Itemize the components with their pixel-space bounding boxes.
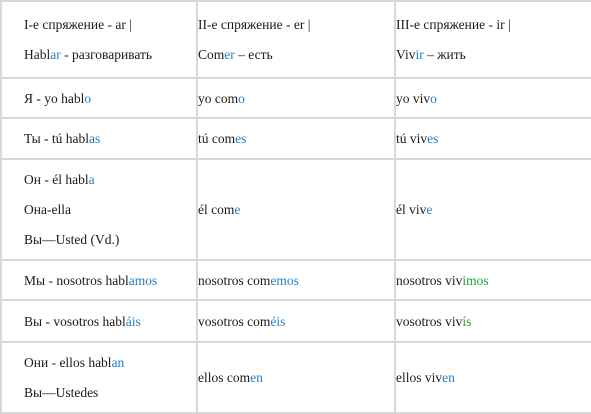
cell-text: Она-ella xyxy=(24,202,71,217)
table-cell-ar xyxy=(1,159,197,260)
table-cell-er xyxy=(197,300,395,342)
cell-line xyxy=(24,232,196,247)
verb-ending: o xyxy=(84,90,92,106)
cell-text: tú com xyxy=(198,131,236,146)
verb-ending: o xyxy=(238,90,245,106)
cell-line xyxy=(24,172,196,187)
cell-text: tú viv xyxy=(396,131,428,146)
cell-line xyxy=(24,91,196,106)
cell-text: él com xyxy=(198,202,235,217)
header-cell-ar xyxy=(1,1,197,78)
cell-text: I-e спряжение - ar | xyxy=(24,17,132,32)
table-cell-ar xyxy=(1,118,197,159)
cell-line xyxy=(396,314,591,329)
verb-ending: es xyxy=(427,131,439,146)
cell-text: ellos com xyxy=(198,370,251,385)
table-cell-ir xyxy=(395,300,591,342)
cell-line xyxy=(198,47,394,62)
table-cell-ar xyxy=(1,342,197,413)
cell-text: Вы—Ustedes xyxy=(24,385,99,400)
cell-line xyxy=(396,47,591,62)
table-row-vosotros xyxy=(1,300,591,342)
cell-text: Я - yo habl xyxy=(24,90,85,106)
cell-line xyxy=(24,385,196,400)
cell-text: – есть xyxy=(234,47,273,62)
table-cell-ir xyxy=(395,118,591,159)
cell-text: nosotros viv xyxy=(396,272,463,288)
cell-line xyxy=(396,91,591,106)
verb-ending: ís xyxy=(462,313,472,329)
cell-text: Они - ellos habl xyxy=(24,355,112,370)
cell-line xyxy=(24,202,196,217)
table-row-el xyxy=(1,159,591,260)
cell-line xyxy=(396,273,591,288)
cell-text: Habl xyxy=(24,47,51,62)
table-row-tu xyxy=(1,118,591,159)
verb-ending: es xyxy=(235,131,247,146)
header-cell-ir xyxy=(395,1,591,78)
table-row-yo xyxy=(1,78,591,118)
cell-line xyxy=(198,273,394,288)
cell-line xyxy=(24,273,196,288)
cell-text: II-e спряжение - er | xyxy=(198,17,311,32)
verb-ending: ir xyxy=(415,47,424,62)
cell-text: - разговаривать xyxy=(60,47,153,62)
cell-line xyxy=(24,47,196,62)
cell-text: vosotros com xyxy=(198,313,271,329)
verb-ending: e xyxy=(426,202,433,217)
table-cell-er xyxy=(197,260,395,300)
cell-line xyxy=(396,131,591,146)
cell-text: yo viv xyxy=(396,90,431,106)
table-cell-ir xyxy=(395,342,591,413)
cell-line xyxy=(396,202,591,217)
table-cell-ir xyxy=(395,78,591,118)
cell-line xyxy=(396,17,591,32)
header-row xyxy=(1,1,591,78)
verb-ending: emos xyxy=(270,272,299,288)
table-cell-er xyxy=(197,78,395,118)
verb-ending: an xyxy=(111,355,125,370)
cell-line xyxy=(198,91,394,106)
verb-ending: éis xyxy=(270,313,286,329)
cell-text: nosotros com xyxy=(198,272,271,288)
cell-line xyxy=(396,370,591,385)
cell-line xyxy=(198,202,394,217)
table-cell-ar xyxy=(1,78,197,118)
cell-line xyxy=(24,355,196,370)
verb-ending: a xyxy=(88,172,95,187)
cell-text: III-e спряжение - ir | xyxy=(396,17,511,32)
cell-text: yo com xyxy=(198,90,239,106)
verb-ending: as xyxy=(89,131,101,146)
cell-text: Он - él habl xyxy=(24,172,89,187)
verb-ending: amos xyxy=(128,272,158,288)
table-cell-ir xyxy=(395,260,591,300)
verb-ending: áis xyxy=(125,313,141,329)
cell-text: ellos viv xyxy=(396,370,443,385)
verb-ending: e xyxy=(234,202,241,217)
cell-line xyxy=(24,131,196,146)
cell-text: Мы - nosotros habl xyxy=(24,272,129,288)
cell-text: Вы - vosotros habl xyxy=(24,313,126,329)
verb-ending: o xyxy=(430,90,437,106)
table-row-ellos xyxy=(1,342,591,413)
cell-text: vosotros viv xyxy=(396,313,463,329)
cell-text: – жить xyxy=(423,47,466,62)
cell-text: Viv xyxy=(396,47,416,62)
cell-line xyxy=(198,17,394,32)
verb-ending: er xyxy=(224,47,235,62)
table-cell-er xyxy=(197,159,395,260)
verb-ending: imos xyxy=(462,272,489,288)
verb-ending: ar xyxy=(50,47,61,62)
cell-text: él viv xyxy=(396,202,427,217)
header-cell-er xyxy=(197,1,395,78)
table-row-nosotros xyxy=(1,260,591,300)
cell-line xyxy=(24,17,196,32)
cell-text: Ты - tú habl xyxy=(24,131,90,146)
table-cell-er xyxy=(197,342,395,413)
verb-ending: en xyxy=(250,370,263,385)
cell-line xyxy=(198,131,394,146)
verb-ending: en xyxy=(442,370,455,385)
cell-text: Вы—Usted (Vd.) xyxy=(24,232,120,247)
cell-line xyxy=(24,314,196,329)
cell-text: Com xyxy=(198,47,225,62)
table-cell-ar xyxy=(1,260,197,300)
table-cell-er xyxy=(197,118,395,159)
cell-line xyxy=(198,370,394,385)
cell-line xyxy=(198,314,394,329)
table-cell-ar xyxy=(1,300,197,342)
table-cell-ir xyxy=(395,159,591,260)
